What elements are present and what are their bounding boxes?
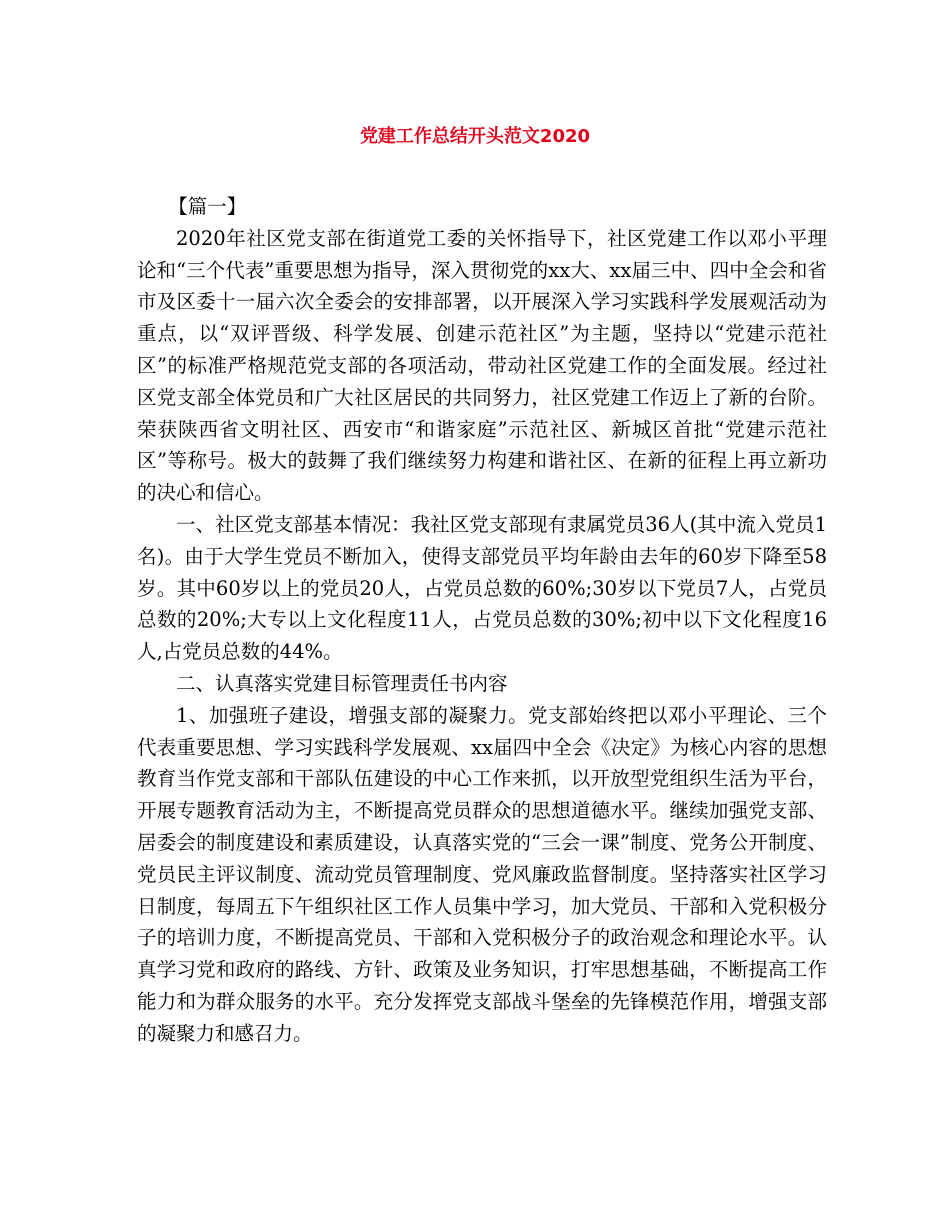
paragraph-basic-info: 一、社区党支部基本情况：我社区党支部现有隶属党员36人(其中流入党员1名)。由于大学生党员不断加入，使得支部党员平均年龄由去年的60岁下降至58岁。其中60岁以上的党员20人，占党员总数的60%;30岁以下党员7人，占党员总数的20%;大专以上文化程度11人，占党员总数的30%;初中以下文化程度16人,占党员总数的44%。 bbox=[137, 512, 827, 664]
document-title: 党建工作总结开头范文2020 bbox=[359, 126, 591, 147]
paragraph-team-building: 1、加强班子建设，增强支部的凝聚力。党支部始终把以邓小平理论、三个代表重要思想、学习实践科学发展观、xx届四中全会《决定》为核心内容的思想教育当作党支部和干部队伍建设的中心工作来抓，以开放型党组织生活为平台，开展专题教育活动为主，不断提高党员群众的思想道德水平。继续加强党支部、居委会的制度建设和素质建设，认真落实党的“三会一课”制度、党务公开制度、党员民主评议制度、流动党员管理制度、党风廉政监督制度。坚持落实社区学习日制度，每周五下午组织社区工作人员集中学习，加大党员、干部和入党积极分子的培训力度，不断提高党员、干部和入党积极分子的政治观念和理论水平。认真学习党和政府的路线、方针、政策及业务知识，打牢思想基础，不断提高工作能力和为群众服务的水平。充分发挥党支部战斗堡垒的先锋模范作用，增强支部的凝聚力和感召力。 bbox=[137, 703, 827, 1045]
document-body bbox=[137, 191, 827, 1050]
section-heading: 【篇一】 bbox=[168, 195, 247, 218]
paragraph-subheading: 二、认真落实党建目标管理责任书内容 bbox=[176, 671, 508, 695]
paragraph-intro: 2020年社区党支部在街道党工委的关怀指导下，社区党建工作以邓小平理论和“三个代表”重要思想为指导，深入贯彻党的xx大、xx届三中、四中全会和省市及区委十一届六次全委会的安排部署，以开展深入学习实践科学发展观活动为重点，以“双评晋级、科学发展、创建示范社区”为主题，坚持以“党建示范社区”的标准严格规范党支部的各项活动，带动社区党建工作的全面发展。经过社区党支部全体党员和广大社区居民的共同努力，社区党建工作迈上了新的台阶。荣获陕西省文明社区、西安市“和谐家庭”示范社区、新城区首批“党建示范社区”等称号。极大的鼓舞了我们继续努力构建和谐社区、在新的征程上再立新功的决心和信心。 bbox=[137, 226, 827, 505]
